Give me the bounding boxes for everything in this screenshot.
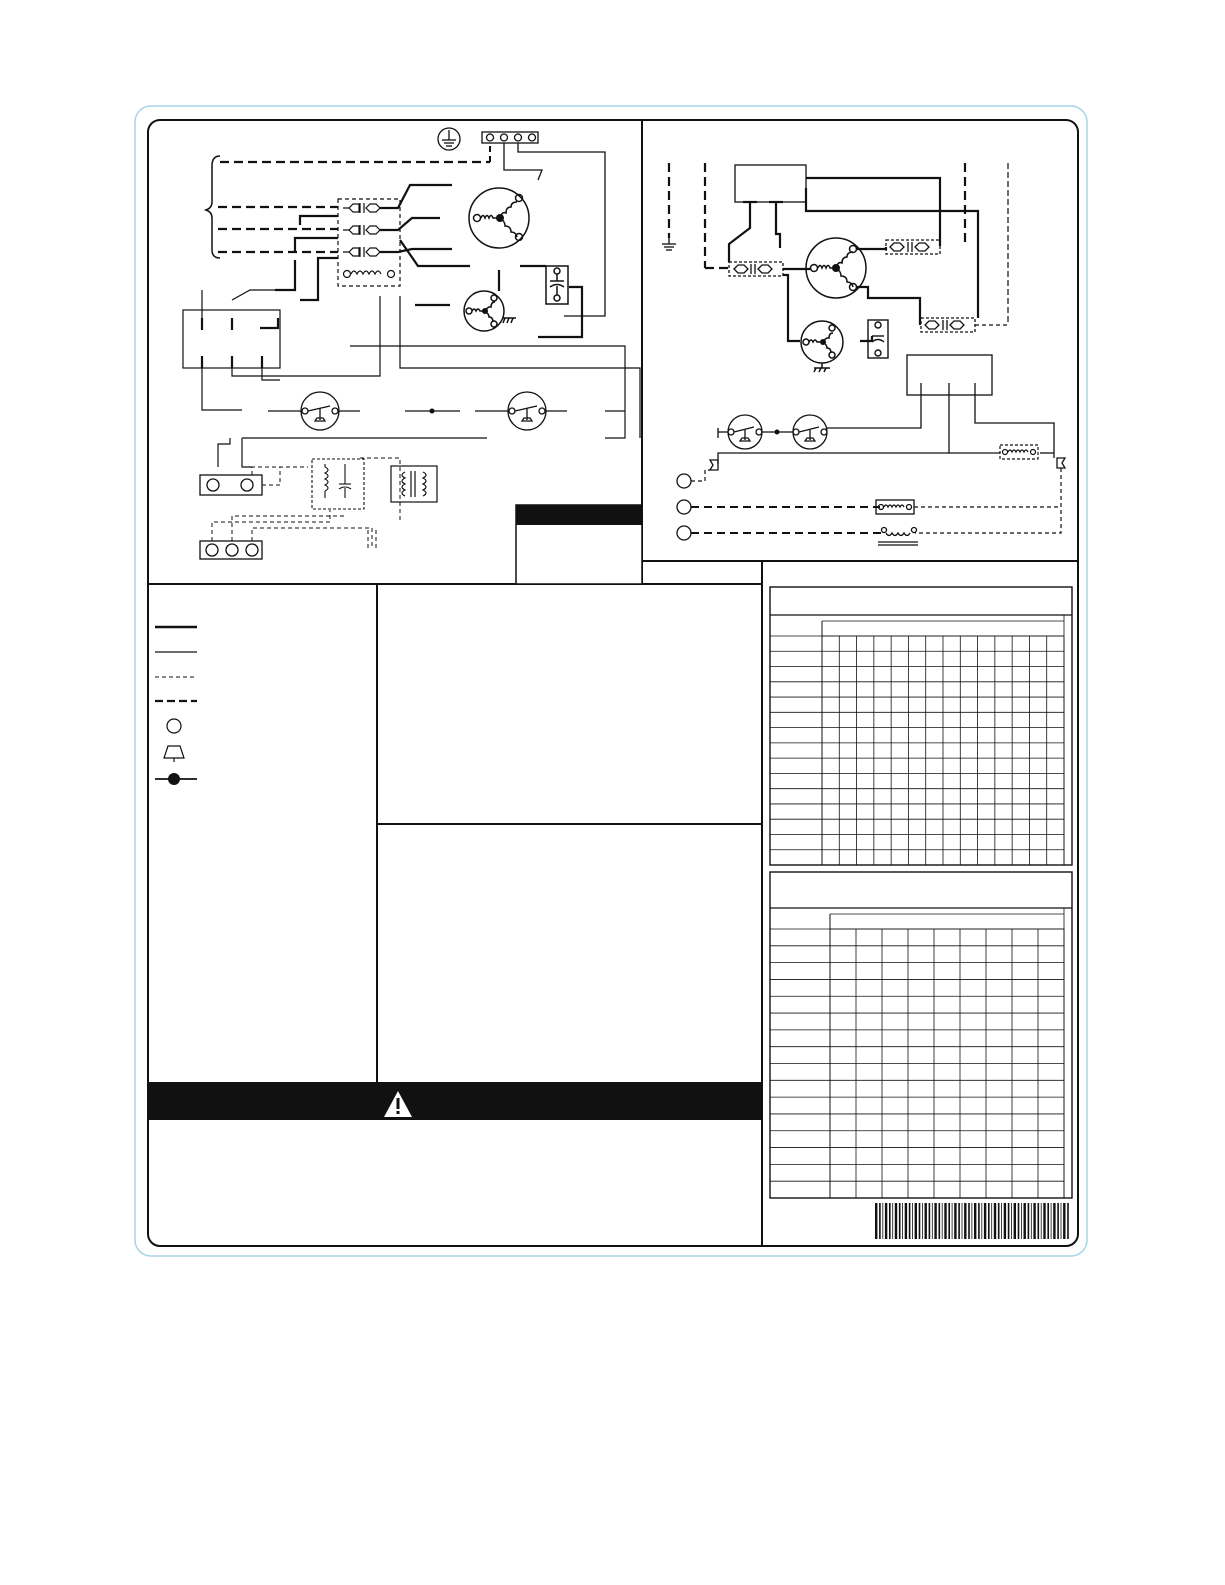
barcode-bar <box>934 1203 936 1239</box>
barcode-bar <box>889 1203 891 1239</box>
barcode-bar <box>1001 1203 1002 1239</box>
caution-box <box>516 505 642 584</box>
barcode-bar <box>879 1203 881 1239</box>
spec-table-a <box>770 587 1072 865</box>
spec-table-b <box>770 872 1072 1198</box>
barcode-bar <box>1038 1203 1040 1239</box>
barcode-bar <box>1041 1203 1042 1239</box>
barcode-bar <box>939 1203 941 1239</box>
barcode-bar <box>1024 1203 1026 1239</box>
right-schematic <box>662 163 1065 545</box>
barcode <box>875 1203 1069 1239</box>
barcode-bar <box>1014 1203 1016 1239</box>
pressure-switch-left <box>268 392 360 430</box>
barcode-bar <box>909 1203 911 1239</box>
heater-element <box>876 500 914 514</box>
barcode-bar <box>998 1203 1000 1239</box>
barcode-bar <box>1051 1203 1052 1239</box>
barcode-bar <box>919 1203 921 1239</box>
barcode-bar <box>1067 1203 1069 1239</box>
barcode-bar <box>1053 1203 1055 1239</box>
warning-bar <box>148 1082 762 1120</box>
control-relay <box>312 459 364 509</box>
pressure-switch-right <box>475 392 625 430</box>
contactor-coil-box <box>735 165 806 202</box>
barcode-bar <box>912 1203 913 1239</box>
barcode-bar <box>1057 1203 1059 1239</box>
barcode-bar <box>922 1203 923 1239</box>
supply-brace <box>206 156 220 258</box>
legend <box>155 627 197 785</box>
supply-lines <box>218 162 490 252</box>
barcode-bar <box>974 1203 976 1239</box>
barcode-bar <box>942 1203 943 1239</box>
barcode-bar <box>991 1203 992 1239</box>
barcode-bar <box>902 1203 903 1239</box>
terminal-circle-icon <box>167 719 181 733</box>
barcode-bar <box>875 1203 877 1239</box>
ground-symbol-schematic <box>662 238 676 250</box>
barcode-bar <box>1018 1203 1020 1239</box>
barcode-bar <box>1031 1203 1032 1239</box>
barcode-bar <box>964 1203 966 1239</box>
barcode-bar <box>905 1203 907 1239</box>
barcode-bar <box>988 1203 990 1239</box>
barcode-bar <box>944 1203 946 1239</box>
barcode-bar <box>899 1203 901 1239</box>
run-capacitor <box>546 266 568 304</box>
barcode-bar <box>972 1203 973 1239</box>
barcode-bar <box>1004 1203 1006 1239</box>
fan-motor-schematic <box>801 321 843 372</box>
barcode-bar <box>968 1203 970 1239</box>
barcode-bar <box>994 1203 996 1239</box>
barcode-bar <box>885 1203 887 1239</box>
top-terminal-strip <box>482 132 538 143</box>
barcode-bar <box>929 1203 931 1239</box>
barcode-bar <box>1033 1203 1035 1239</box>
barcode-bar <box>1028 1203 1030 1239</box>
barcode-bar <box>952 1203 953 1239</box>
transformer <box>391 466 437 502</box>
barcode-bar <box>981 1203 982 1239</box>
control-wiring-dashed <box>212 458 400 548</box>
barcode-bar <box>954 1203 956 1239</box>
barcode-bar <box>925 1203 927 1239</box>
barcode-bar <box>892 1203 893 1239</box>
barcode-bar <box>958 1203 960 1239</box>
barcode-bar <box>1061 1203 1062 1239</box>
barcode-bar <box>882 1203 883 1239</box>
plug-connector-legend-icon <box>164 746 184 762</box>
splice-junction-icon <box>168 773 180 785</box>
barcode-bar <box>915 1203 917 1239</box>
pressure-switches-schematic <box>718 415 827 449</box>
barcode-bar <box>1063 1203 1065 1239</box>
barcode-bar <box>932 1203 933 1239</box>
barcode-bar <box>1047 1203 1049 1239</box>
ground-symbol-icon <box>438 128 460 150</box>
barcode-bar <box>1008 1203 1010 1239</box>
three-terminal-block <box>200 541 262 559</box>
left-wiring-diagram <box>183 128 640 559</box>
barcode-bar <box>978 1203 980 1239</box>
contactor-contacts <box>343 203 395 278</box>
barcode-bar <box>1043 1203 1045 1239</box>
relay-coil-schematic <box>1000 445 1038 459</box>
barcode-bar <box>895 1203 897 1239</box>
control-terminals <box>677 474 691 540</box>
barcode-bar <box>962 1203 963 1239</box>
two-terminal-block <box>200 475 262 495</box>
barcode-bar <box>1011 1203 1012 1239</box>
barcode-bar <box>984 1203 986 1239</box>
plug-connector-icon <box>710 458 1065 470</box>
crankcase-heater <box>878 528 918 546</box>
barcode-bar <box>1021 1203 1022 1239</box>
barcode-bar <box>948 1203 950 1239</box>
fan-motor <box>464 291 516 331</box>
